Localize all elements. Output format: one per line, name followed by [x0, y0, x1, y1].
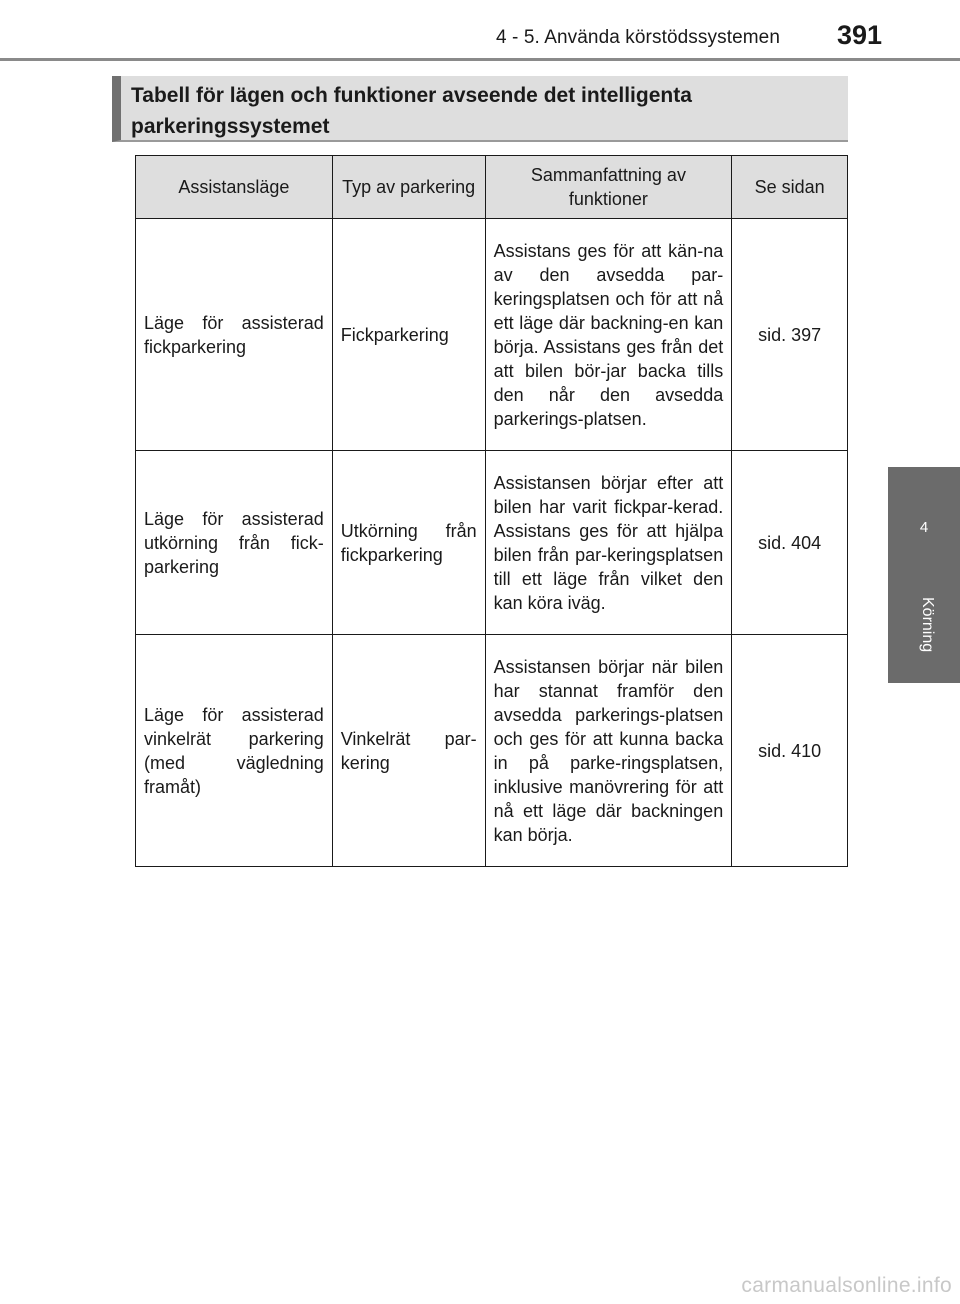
chapter-tab-number: 4: [919, 519, 929, 536]
parking-modes-table: [135, 155, 848, 867]
cell-mode: Läge för assisterad utkörning från fick-parkering: [136, 451, 333, 635]
table-row: [136, 451, 848, 635]
table-row: [136, 635, 848, 867]
cell-type: Fickparkering: [332, 219, 485, 451]
cell-page-ref: sid. 397: [732, 219, 848, 451]
table-row: [136, 219, 848, 451]
cell-page-ref: sid. 404: [732, 451, 848, 635]
cell-mode: Läge för assisterad vinkelrät parkering (med vägledning framåt): [136, 635, 333, 867]
running-head: [0, 0, 960, 60]
column-header-mode: Assistansläge: [136, 156, 333, 219]
table-header-row: [136, 156, 848, 219]
column-header-type: Typ av parkering: [332, 156, 485, 219]
watermark: carmanualsonline.info: [741, 1274, 952, 1297]
cell-summary: Assistansen börjar efter att bilen har varit fickpar-kerad. Assistans ges för att hjälpa bilen från par-keringsplatsen till ett läge från vilket den kan köra iväg.: [485, 451, 732, 635]
cell-type: Vinkelrät par-kering: [332, 635, 485, 867]
cell-type: Utkörning från fickparkering: [332, 451, 485, 635]
cell-summary: Assistansen börjar när bilen har stannat framför den avsedda parkerings-platsen och ges för att kunna backa in på parke-ringsplatsen, inklusive manövrering för att nå ett läge där backningen kan börja.: [485, 635, 732, 867]
cell-mode: Läge för assisterad fickparkering: [136, 219, 333, 451]
cell-page-ref: sid. 410: [732, 635, 848, 867]
column-header-page: Se sidan: [732, 156, 848, 219]
section-title: 4 - 5. Använda körstödssystemen: [495, 27, 780, 48]
header-rule: [0, 58, 960, 61]
chapter-tab: [888, 467, 960, 683]
cell-summary: Assistans ges för att kän-na av den avsedda par-keringsplatsen och för att nå ett läge där backning-en kan börja. Assistans ges från det att bilen bör-jar backa tills den når den avsedda parkerings-platsen.: [485, 219, 732, 451]
table-heading: Tabell för lägen och funktioner avseende det intelligenta parkeringssystemet: [131, 84, 692, 138]
column-header-summary: Sammanfattning av funktioner: [485, 156, 732, 219]
chapter-tab-label: Körning: [919, 597, 936, 653]
table-heading-box: [112, 76, 848, 142]
page-number: 391: [836, 20, 882, 50]
